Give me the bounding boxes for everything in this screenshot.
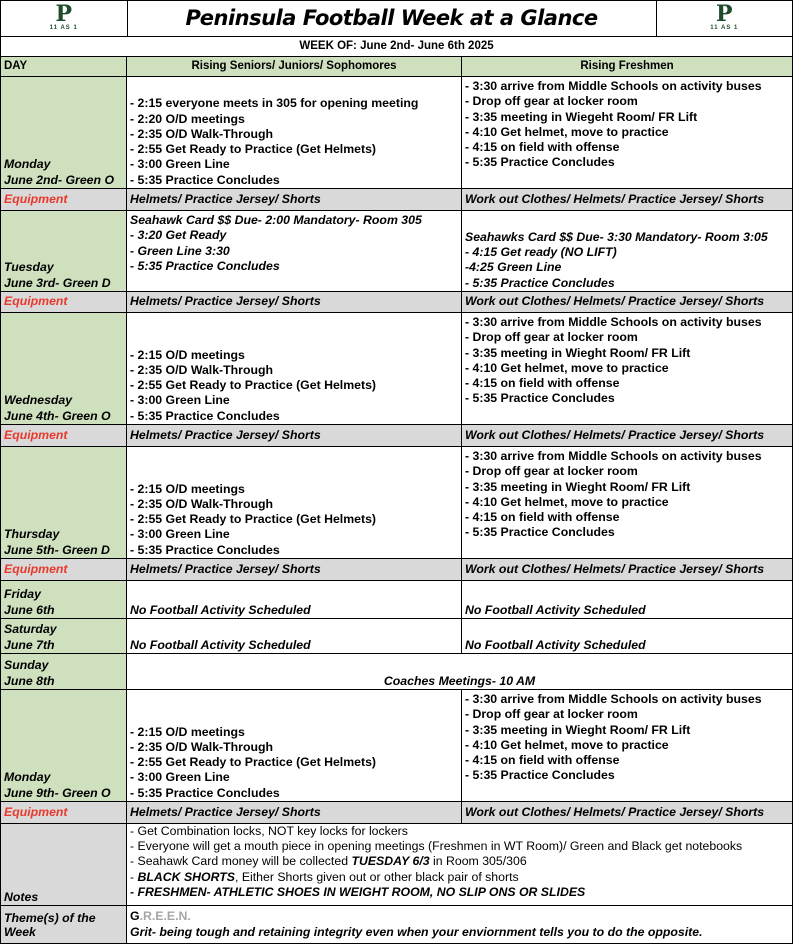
seniors-schedule: - 2:15 O/D meetings - 2:35 O/D Walk-Through - 2:55 Get Ready to Practice (Get Helmets) - 3:00 Green Line - 5:35 Practice Concludes — [127, 690, 462, 802]
freshmen-schedule: - 3:30 arrive from Middle Schools on activity buses - Drop off gear at locker room - 3:35 meeting in Wieght Room/ FR Lift - 4:10 Get helmet, move to practice - 4:15 on field with offense - 5:35 Practice Concludes — [462, 313, 793, 425]
col-day: DAY — [1, 57, 127, 77]
freshmen-schedule: - 3:30 arrive from Middle Schools on activity buses - Drop off gear at locker room - 3:35 meeting in Wiegeht Room/ FR Lift - 4:10 Get helmet, move to practice - 4:15 on field with offense - 5:35 Practice Concludes — [462, 77, 793, 189]
col-seniors: Rising Seniors/ Juniors/ Sophomores — [127, 57, 462, 77]
peninsula-logo-icon: P 11 AS 1 — [49, 1, 78, 32]
day-cell: Sunday June 8th — [1, 654, 127, 690]
day-row-monday — [1, 77, 793, 189]
page-title: Peninsula Football Week at a Glance — [185, 5, 598, 30]
day-row-tuesday — [1, 211, 793, 292]
seniors-schedule: Seahawk Card $$ Due- 2:00 Mandatory- Room 305 - 3:20 Get Ready - Green Line 3:30 - 5:35 Practice Concludes — [127, 211, 462, 292]
equipment-row: Equipment Helmets/ Practice Jersey/ Shorts Work out Clothes/ Helmets/ Practice Jersey/ Shorts — [1, 802, 793, 824]
seniors-schedule: - 2:15 O/D meetings - 2:35 O/D Walk-Through - 2:55 Get Ready to Practice (Get Helmets) - 3:00 Green Line - 5:35 Practice Concludes — [127, 313, 462, 425]
freshmen-schedule: Seahawks Card $$ Due- 3:30 Mandatory- Room 3:05 - 4:15 Get ready (NO LIFT) -4:25 Green Line - 5:35 Practice Concludes — [462, 211, 793, 292]
day-cell: Wednesday June 4th- Green O — [1, 313, 127, 425]
day-row-wednesday — [1, 313, 793, 425]
theme-body: G.R.E.E.N. Grit- being tough and retaining integrity even when your enviornment tells you to do the opposite. — [127, 906, 793, 944]
day-row-saturday: Saturday June 7th No Football Activity Scheduled No Football Activity Scheduled — [1, 619, 793, 654]
freshmen-schedule: - 3:30 arrive from Middle Schools on activity buses - Drop off gear at locker room - 3:35 meeting in Wieght Room/ FR Lift - 4:10 Get helmet, move to practice - 4:15 on field with offense - 5:35 Practice Concludes — [462, 447, 793, 559]
peninsula-logo-icon: P 11 AS 1 — [710, 1, 739, 32]
equipment-row: Equipment Helmets/ Practice Jersey/ Shorts Work out Clothes/ Helmets/ Practice Jersey/ Shorts — [1, 189, 793, 211]
day-row-monday-2 — [1, 690, 793, 802]
left-logo — [1, 1, 127, 36]
day-cell: Tuesday June 3rd- Green D — [1, 211, 127, 292]
day-cell: Monday June 9th- Green O — [1, 690, 127, 802]
title-row — [1, 1, 793, 37]
equipment-label: Equipment — [1, 189, 127, 211]
day-row-friday: Friday June 6th No Football Activity Scheduled No Football Activity Scheduled — [1, 581, 793, 619]
day-row-thursday — [1, 447, 793, 559]
day-cell: Friday June 6th — [1, 581, 127, 619]
seniors-schedule: - 2:15 everyone meets in 305 for opening meeting - 2:20 O/D meetings - 2:35 O/D Walk-Through - 2:55 Get Ready to Practice (Get Helmets) - 3:00 Green Line - 5:35 Practice Concludes — [127, 77, 462, 189]
day-cell: Saturday June 7th — [1, 619, 127, 654]
notes-label: Notes — [1, 824, 127, 906]
seniors-schedule: - 2:15 O/D meetings - 2:35 O/D Walk-Through - 2:55 Get Ready to Practice (Get Helmets) - 3:00 Green Line - 5:35 Practice Concludes — [127, 447, 462, 559]
equipment-row: Equipment Helmets/ Practice Jersey/ Shorts Work out Clothes/ Helmets/ Practice Jersey/ Shorts — [1, 292, 793, 313]
freshmen-schedule: - 3:30 arrive from Middle Schools on activity buses - Drop off gear at locker room - 3:35 meeting in Wieght Room/ FR Lift - 4:10 Get helmet, move to practice - 4:15 on field with offense - 5:35 Practice Concludes — [462, 690, 793, 802]
notes-row — [1, 824, 793, 906]
day-cell: Thursday June 5th- Green D — [1, 447, 127, 559]
theme-label: Theme(s) of the Week — [1, 906, 127, 944]
column-headers — [1, 57, 793, 77]
right-logo — [656, 1, 792, 36]
day-cell: Monday June 2nd- Green O — [1, 77, 127, 189]
equipment-row: Equipment Helmets/ Practice Jersey/ Shorts Work out Clothes/ Helmets/ Practice Jersey/ Shorts — [1, 559, 793, 581]
equipment-row: Equipment Helmets/ Practice Jersey/ Shorts Work out Clothes/ Helmets/ Practice Jersey/ Shorts — [1, 425, 793, 447]
theme-row — [1, 906, 793, 944]
notes-body: - Get Combination locks, NOT key locks for lockers - Everyone will get a mouth piece in opening meetings (Freshmen in WT Room)/ Green and Black get notebooks - Seahawk Card money will be collected TUESDAY 6/3 in Room 305/306 - BLACK SHORTS, Either Shorts given out or other black pair of shorts - FRESHMEN- ATHLETIC SHOES IN WEIGHT ROOM, NO SLIP ONS OR SLIDES — [127, 824, 793, 906]
col-freshmen: Rising Freshmen — [462, 57, 793, 77]
week-of: WEEK OF: June 2nd- June 6th 2025 — [1, 37, 793, 57]
day-row-sunday: Sunday June 8th Coaches Meetings- 10 AM — [1, 654, 793, 690]
